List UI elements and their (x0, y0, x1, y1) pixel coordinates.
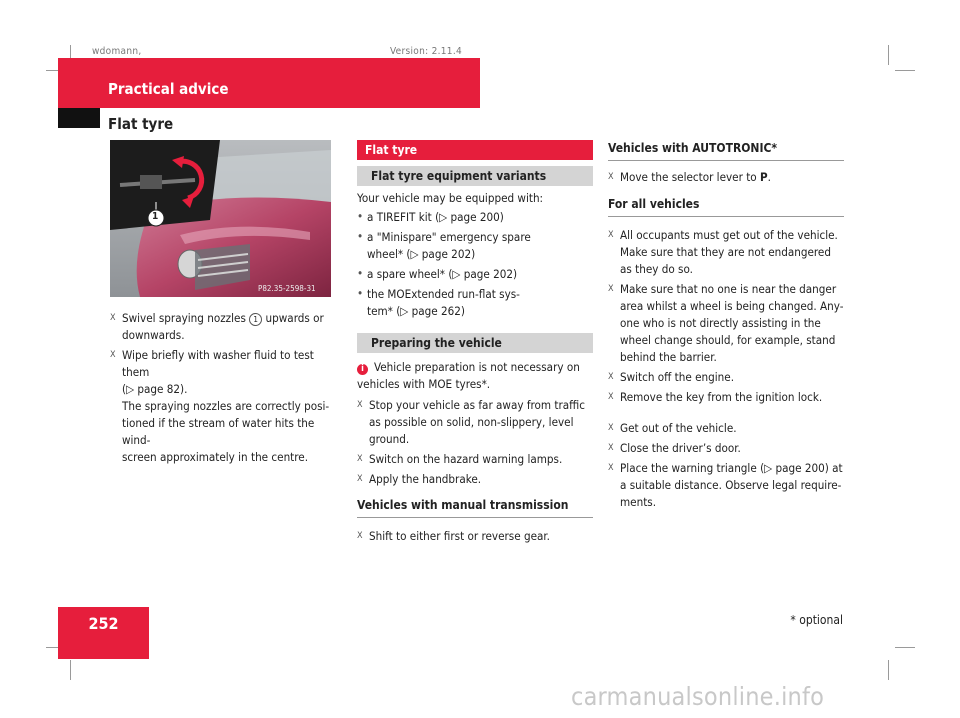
step-line: The spraying nozzles are correctly posi- (122, 399, 330, 413)
car-photo-illustration (110, 140, 331, 297)
bullet-dot: • (357, 229, 364, 243)
right-column (608, 140, 844, 514)
step-hazard-lamps (357, 451, 593, 468)
step-marker-icon: X (357, 400, 363, 410)
preparing-vehicle-bar: Preparing the vehicle (357, 333, 593, 353)
manual-transmission-heading: Vehicles with manual transmission (357, 497, 593, 518)
bullet-text: a spare wheel* (▷ page 202) (367, 267, 518, 281)
info-note (357, 359, 593, 393)
step-shift-gear (357, 528, 593, 545)
bullet-text: a TIREFIT kit (▷ page 200) (367, 210, 504, 224)
step-handbrake (357, 471, 593, 488)
step-danger-area (608, 281, 844, 366)
crop-mark (895, 70, 915, 71)
intro-text: Your vehicle may be equipped with: (357, 191, 544, 205)
step-line: tioned if the stream of water hits the wind- (122, 416, 315, 447)
step-marker-icon: X (110, 350, 116, 360)
step-marker-icon: X (110, 313, 116, 323)
gear-p: P (759, 170, 768, 184)
step-text: Move the selector lever to (620, 170, 760, 184)
step-text: Get out of the vehicle. (620, 421, 737, 435)
step-engine-off (608, 369, 844, 386)
step-marker-icon: X (608, 423, 614, 433)
figure-code: P82.35-2598-31 (258, 284, 316, 293)
bullet-item (357, 266, 593, 283)
step-stop-vehicle (357, 397, 593, 448)
bullet-item (357, 209, 593, 226)
bullet-text: a "Minispare" emergency spare wheel* (▷ page 202) (367, 230, 531, 261)
step-text: Remove the key from the ignition lock. (620, 390, 823, 404)
step-line: Wipe briefly with washer fluid to test them (122, 348, 314, 379)
crop-mark (70, 660, 71, 680)
meta-author: wdomann, (92, 46, 142, 57)
step-text: Make sure that no one is near the danger area whilst a wheel is being changed. Any- one who is not directly assisting in the wheel change should, for example, stand behind the barrier. (620, 282, 844, 364)
flat-tyre-bar: Flat tyre (357, 140, 593, 160)
step-text-end: . (767, 170, 771, 184)
step-marker-icon: X (608, 230, 614, 240)
bullet-item (357, 229, 557, 263)
equipment-variants-bar: Flat tyre equipment variants (357, 166, 593, 186)
meta-version: Version: 2.11.4 (390, 46, 462, 57)
site-watermark: carmanualsonline.info (571, 682, 825, 711)
all-vehicles-heading: For all vehicles (608, 196, 844, 217)
bullet-text: the MOExtended run-flat sys- tem* (▷ page 262) (367, 287, 520, 318)
step-marker-icon: X (608, 443, 614, 453)
step-page-ref[interactable]: (▷ page 82). (122, 382, 188, 396)
footnote-optional: * optional (790, 613, 843, 627)
page-number: 252 (88, 614, 119, 633)
info-icon: i (357, 364, 368, 375)
autotronic-heading: Vehicles with AUTOTRONIC* (608, 140, 844, 161)
middle-column (357, 140, 593, 548)
step-text-cont: upwards or downwards. (122, 311, 324, 342)
step-marker-icon: X (357, 454, 363, 464)
step-text: All occupants must get out of the vehicle. Make sure that they are not endangered as they do so. (620, 228, 838, 276)
step-swivel-nozzles (110, 310, 340, 344)
step-close-door (608, 440, 844, 457)
step-text: Apply the handbrake. (369, 472, 482, 486)
step-text: Switch on the hazard warning lamps. (369, 452, 563, 466)
step-get-out (608, 420, 844, 437)
step-marker-icon: X (608, 284, 614, 294)
step-marker-icon: X (608, 172, 614, 182)
nozzle-figure (110, 140, 331, 297)
step-wipe-test (110, 347, 340, 466)
step-text: Swivel spraying nozzles (122, 311, 250, 325)
step-remove-key (608, 389, 844, 406)
step-line: screen approximately in the centre. (122, 450, 309, 464)
step-text: Shift to either first or reverse gear. (369, 529, 550, 543)
figure-callout-label: 1 (152, 211, 159, 222)
step-marker-icon: X (357, 474, 363, 484)
chapter-title: Flat tyre (108, 115, 174, 133)
step-text: Close the driver’s door. (620, 441, 741, 455)
chapter-tab (58, 108, 100, 128)
step-selector-lever (608, 169, 844, 186)
crop-mark (888, 660, 889, 680)
step-text: Switch off the engine. (620, 370, 735, 384)
bullet-dot: • (357, 266, 364, 280)
crop-mark (888, 45, 889, 65)
step-marker-icon: X (357, 531, 363, 541)
bullet-dot: • (357, 209, 364, 223)
bullet-dot: • (357, 286, 364, 300)
step-text: Stop your vehicle as far away from traffic as possible on solid, non-slippery, level ground. (369, 398, 585, 446)
left-column (110, 310, 340, 469)
step-marker-icon: X (608, 372, 614, 382)
step-warning-triangle (608, 460, 844, 511)
step-text: Place the warning triangle (▷ page 200) at a suitable distance. Observe legal require- ments. (620, 461, 843, 509)
section-title: Practical advice (108, 80, 229, 98)
step-occupants-out (608, 227, 844, 278)
crop-mark (895, 647, 915, 648)
callout-ref-icon: 1 (249, 313, 262, 326)
info-text: Vehicle preparation is not necessary on vehicles with MOE tyres*. (357, 360, 580, 391)
step-marker-icon: X (608, 463, 614, 473)
step-marker-icon: X (608, 392, 614, 402)
bullet-item (357, 286, 547, 320)
